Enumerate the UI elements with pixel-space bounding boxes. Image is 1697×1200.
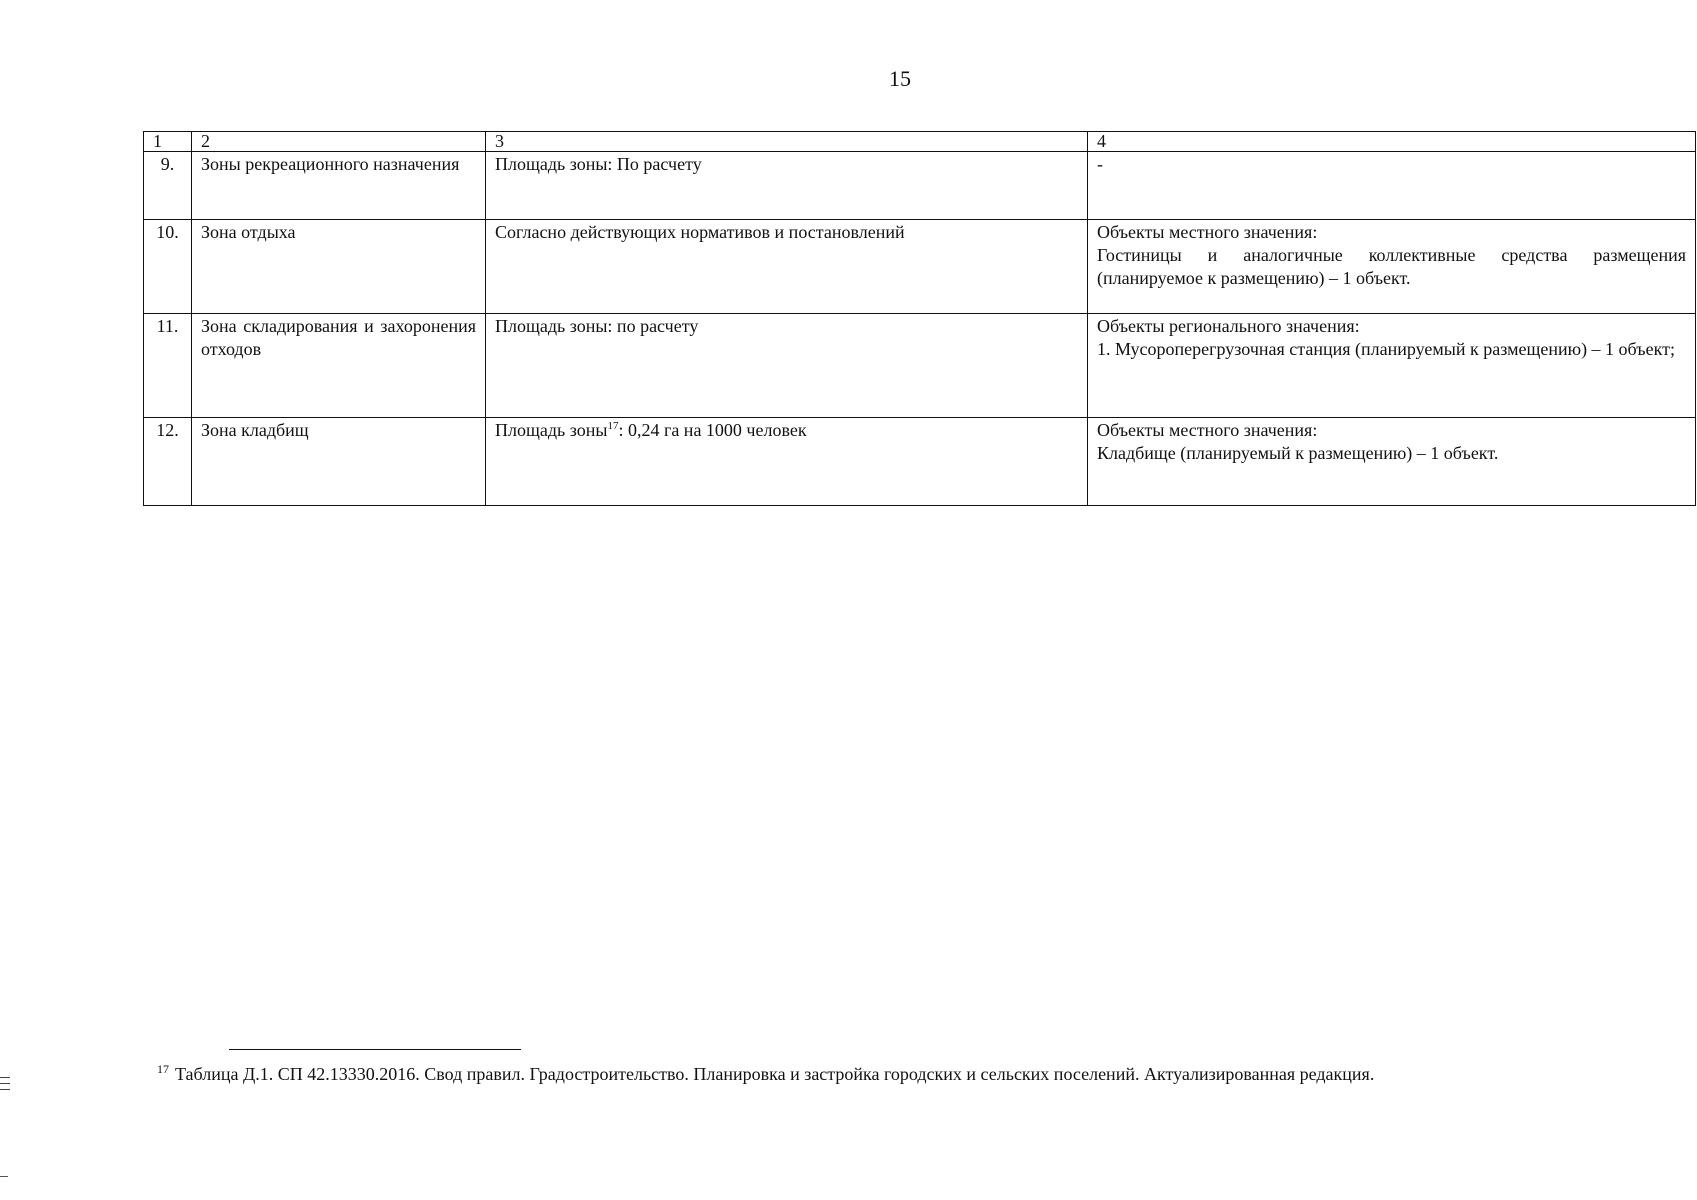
header-cell-2: 2 [192, 132, 486, 152]
zone-name: Зоны рекреационного назначения [192, 152, 486, 220]
params-suffix: : 0,24 га на 1000 человек [618, 420, 807, 440]
objects-title: - [1097, 154, 1103, 174]
zone-name: Зона кладбищ [192, 418, 486, 506]
objects-text: Гостиницы и аналогичные коллективные средства размещения (планируемое к размещению) – 1 объект. [1097, 245, 1686, 288]
zone-parameters: Согласно действующих нормативов и постановлений [486, 220, 1088, 314]
zone-objects [1088, 152, 1696, 220]
row-number: 10. [144, 220, 192, 314]
zone-parameters: Площадь зоны: По расчету [486, 152, 1088, 220]
zones-table [143, 131, 1696, 506]
table-row [144, 220, 1696, 314]
row-number: 9. [144, 152, 192, 220]
table-row [144, 152, 1696, 220]
objects-title: Объекты местного значения: [1097, 420, 1318, 440]
table-header-row [144, 132, 1696, 152]
zone-name: Зона отдыха [192, 220, 486, 314]
objects-title: Объекты местного значения: [1097, 222, 1318, 242]
zone-objects [1088, 220, 1696, 314]
table-row [144, 314, 1696, 418]
scan-edge-mark [0, 1077, 10, 1097]
objects-text: Кладбище (планируемый к размещению) – 1 объект. [1097, 443, 1499, 463]
params-prefix: Площадь зоны [495, 420, 608, 440]
footnote-mark: 17 [157, 1062, 169, 1076]
header-cell-1: 1 [144, 132, 192, 152]
objects-title: Объекты регионального значения: [1097, 316, 1360, 336]
zone-objects [1088, 418, 1696, 506]
zone-parameters: Площадь зоны: по расчету [486, 314, 1088, 418]
footnote-text: Таблица Д.1. СП 42.13330.2016. Свод правил. Градостроительство. Планировка и застройка городских и сельских поселений. Актуализированная редакция. [175, 1064, 1375, 1084]
row-number: 12. [144, 418, 192, 506]
row-number: 11. [144, 314, 192, 418]
table-row [144, 418, 1696, 506]
footnote-separator [229, 1049, 521, 1050]
header-cell-3: 3 [486, 132, 1088, 152]
objects-text: 1. Мусороперегрузочная станция (планируемый к размещению) – 1 объект; [1097, 339, 1675, 359]
zone-objects [1088, 314, 1696, 418]
scan-edge-mark [0, 1176, 8, 1177]
footnote [157, 1062, 1677, 1086]
zone-parameters [486, 418, 1088, 506]
footnote-reference[interactable]: 17 [607, 420, 619, 432]
page-number: 15 [889, 66, 911, 91]
header-cell-4: 4 [1088, 132, 1696, 152]
zone-name: Зона складирования и захоронения отходов [192, 314, 486, 418]
